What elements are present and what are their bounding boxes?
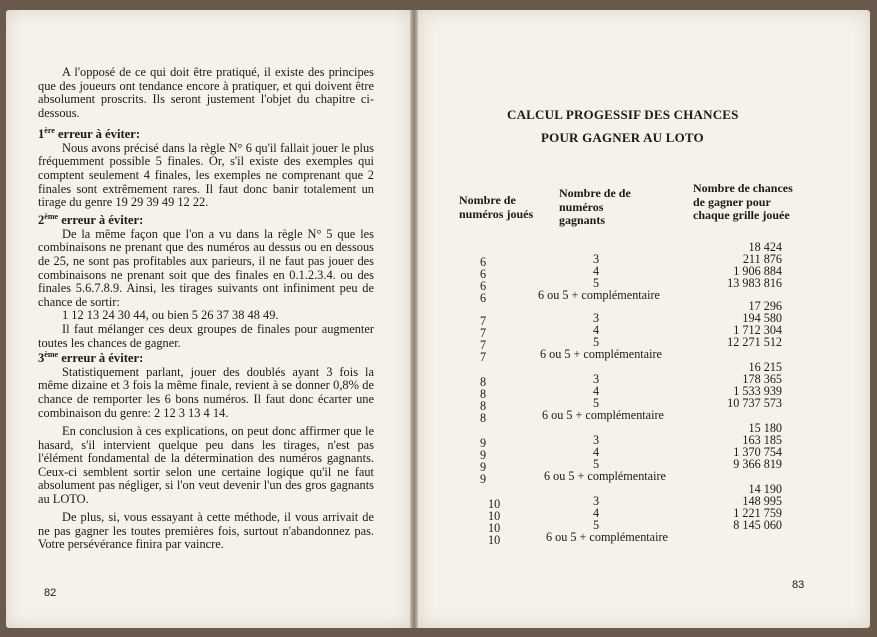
error-1-text: Nous avons précisé dans la règle N° 6 qu'il fallait jouer le plus fréquemment possible 5 finales. Or, s'il existe des exemples qui comptent seulement 4 finales, les exemples ne comprenant que 2 finales sont extrêmement rares. Il faut donc banir totalement un tirage du genre 19 29 39 49 12 22. bbox=[38, 140, 374, 210]
numbers-won-cell: 4 bbox=[593, 323, 600, 337]
error-1-section bbox=[38, 124, 374, 210]
chances-cell: 10 737 573 bbox=[727, 396, 782, 410]
numbers-played-cell: 6 bbox=[480, 279, 487, 293]
numbers-played-cell: 8 bbox=[480, 387, 487, 401]
numbers-won-cell: 4 bbox=[593, 264, 600, 278]
header-chances: Nombre de chances de gagner pour chaque grille jouée bbox=[693, 181, 793, 222]
error-1-number: 1 bbox=[38, 127, 45, 142]
numbers-won-cell: 3 bbox=[593, 252, 600, 266]
numbers-won-cell: 3 bbox=[593, 433, 600, 447]
numbers-won-cell: 5 bbox=[593, 518, 600, 532]
chances-cell: 9 366 819 bbox=[733, 457, 782, 471]
conclusion-paragraph bbox=[38, 425, 374, 507]
book-gutter bbox=[410, 10, 418, 628]
conclusion-text: En conclusion à ces explications, on peut donc affirmer que le hasard, s'il intervient quelque peu dans les tirages, n'est pas l'élément fondamental de la détermination des numéros gagnants. Ceux-ci semblent sortir selon une certaine logique qu'il ne faut absolument pas négliger, si l'on veut devenir l'un des gros gagnants au LOTO. bbox=[38, 424, 374, 506]
chances-cell: 1 221 759 bbox=[733, 506, 782, 520]
numbers-won-cell: 5 bbox=[593, 335, 600, 349]
error-2-section bbox=[38, 210, 374, 350]
error-3-text: Statistiquement parlant, jouer des doublés ayant 3 fois la même dizaine et 3 fois la même finale, revient à se donner 0,8% de chance de remporter les 6 bons numéros. Il faut donc écarter une combinaison du genre: 2 12 3 13 4 14. bbox=[38, 364, 374, 420]
numbers-played-cell: 7 bbox=[480, 314, 487, 328]
chances-cell: 13 983 816 bbox=[727, 276, 782, 290]
numbers-played-cell: 10 bbox=[488, 521, 501, 535]
chances-cell: 1 370 754 bbox=[733, 445, 782, 459]
error-2-tail: Il faut mélanger ces deux groupes de finales pour augmenter toutes les chances de gagner. bbox=[38, 321, 374, 350]
numbers-won-cell: 3 bbox=[593, 311, 600, 325]
page-number-left: 82 bbox=[44, 587, 57, 599]
numbers-played-cell: 9 bbox=[480, 460, 487, 474]
final-paragraph bbox=[38, 511, 374, 552]
numbers-played-cell: 7 bbox=[480, 326, 487, 340]
error-1-title: erreur à éviter: bbox=[57, 127, 141, 142]
numbers-played-cell: 6 bbox=[480, 291, 487, 305]
numbers-played-cell: 10 bbox=[488, 509, 501, 523]
numbers-won-cell: 5 bbox=[593, 396, 600, 410]
chances-cell: 148 995 bbox=[742, 494, 782, 508]
error-3-heading bbox=[38, 348, 374, 366]
numbers-won-cell: 3 bbox=[593, 494, 600, 508]
error-2-title: erreur à éviter: bbox=[61, 213, 144, 228]
numbers-played-cell: 8 bbox=[480, 399, 487, 413]
numbers-won-cell: 6 ou 5 + complémentaire bbox=[544, 469, 666, 483]
chances-cell: 12 271 512 bbox=[727, 335, 782, 349]
numbers-played-cell: 9 bbox=[480, 448, 487, 462]
chances-cell: 194 580 bbox=[742, 311, 782, 325]
numbers-won-cell: 6 ou 5 + complémentaire bbox=[546, 530, 668, 544]
intro-text: A l'opposé de ce qui doit être pratiqué, il existe des principes que des joueurs ont tendance encore à pratiquer, et qui doivent être absolument proscrits. Ils seront justement l'objet du chapitre ci-dessous. bbox=[38, 65, 374, 120]
chances-cell: 14 190 bbox=[748, 482, 782, 496]
numbers-played-cell: 10 bbox=[488, 533, 501, 547]
numbers-won-cell: 4 bbox=[593, 506, 600, 520]
numbers-won-cell: 6 ou 5 + complémentaire bbox=[540, 347, 662, 361]
error-2-heading bbox=[38, 210, 374, 228]
numbers-played-cell: 9 bbox=[480, 436, 487, 450]
numbers-won-cell: 5 bbox=[593, 457, 600, 471]
numbers-won-cell: 4 bbox=[593, 384, 600, 398]
numbers-won-cell: 6 ou 5 + complémentaire bbox=[538, 288, 660, 302]
chances-cell: 163 185 bbox=[742, 433, 782, 447]
numbers-played-cell: 6 bbox=[480, 255, 487, 269]
numbers-won-cell: 3 bbox=[593, 372, 600, 386]
error-2-example: 1 12 13 24 30 44, ou bien 5 26 37 38 48 49. bbox=[62, 308, 279, 323]
numbers-played-cell: 8 bbox=[480, 411, 487, 425]
chances-cell: 1 533 939 bbox=[733, 384, 782, 398]
numbers-won-cell: 6 ou 5 + complémentaire bbox=[542, 408, 664, 422]
header-numbers-played: Nombre de numéros joués bbox=[459, 193, 534, 221]
error-3-title: erreur à éviter: bbox=[61, 351, 144, 366]
chances-cell: 178 365 bbox=[742, 372, 782, 386]
error-1-heading bbox=[38, 124, 374, 142]
numbers-played-cell: 10 bbox=[488, 497, 501, 511]
numbers-played-cell: 6 bbox=[480, 267, 487, 281]
numbers-played-cell: 9 bbox=[480, 472, 487, 486]
table-title-line-1: CALCUL PROGESSIF DES CHANCES bbox=[507, 107, 739, 122]
numbers-played-cell: 7 bbox=[480, 350, 487, 364]
chances-cell: 16 215 bbox=[748, 360, 782, 374]
chances-cell: 17 296 bbox=[748, 299, 782, 313]
page-number-right: 83 bbox=[792, 579, 805, 591]
numbers-won-cell: 4 bbox=[593, 445, 600, 459]
error-2-text: De la même façon que l'on a vu dans la règle N° 5 que les combinaisons ne prenant que des numéros au dessus ou en dessous de 25, ne sont pas profitables aux parieurs, il ne faut pas jouer des combinaisons ne prenant soit que des finales en 0.1.2.3.4. ou des finales 5.6.7.8.9. Ainsi, les tirages suivants ont infiniment peu de chance de sortir: bbox=[38, 226, 374, 309]
error-3-ordinal: ème bbox=[44, 350, 59, 359]
error-3-number: 3 bbox=[38, 351, 45, 366]
numbers-played-cell: 8 bbox=[480, 375, 487, 389]
chances-cell: 15 180 bbox=[748, 421, 782, 435]
chances-cell: 1 906 884 bbox=[733, 264, 782, 278]
chances-cell: 1 712 304 bbox=[733, 323, 782, 337]
chances-cell: 18 424 bbox=[748, 240, 782, 254]
final-text: De plus, si, vous essayant à cette méthode, il vous arrivait de ne pas gagner les toutes premières fois, surtout n'abandonnez pas. Votre persévérance finira par vaincre. bbox=[38, 510, 374, 552]
error-2-ordinal: ème bbox=[44, 212, 59, 221]
intro-paragraph bbox=[38, 66, 374, 120]
chances-cell: 8 145 060 bbox=[733, 518, 782, 532]
numbers-played-cell: 7 bbox=[480, 338, 487, 352]
error-1-ordinal: ère bbox=[44, 126, 55, 135]
error-3-section bbox=[38, 348, 374, 420]
error-2-number: 2 bbox=[38, 213, 45, 228]
numbers-won-cell: 5 bbox=[593, 276, 600, 290]
table-title-line-2: POUR GAGNER AU LOTO bbox=[541, 130, 704, 145]
header-numbers-won: Nombre de de numéros gagnants bbox=[559, 186, 631, 227]
chances-cell: 211 876 bbox=[742, 252, 782, 266]
